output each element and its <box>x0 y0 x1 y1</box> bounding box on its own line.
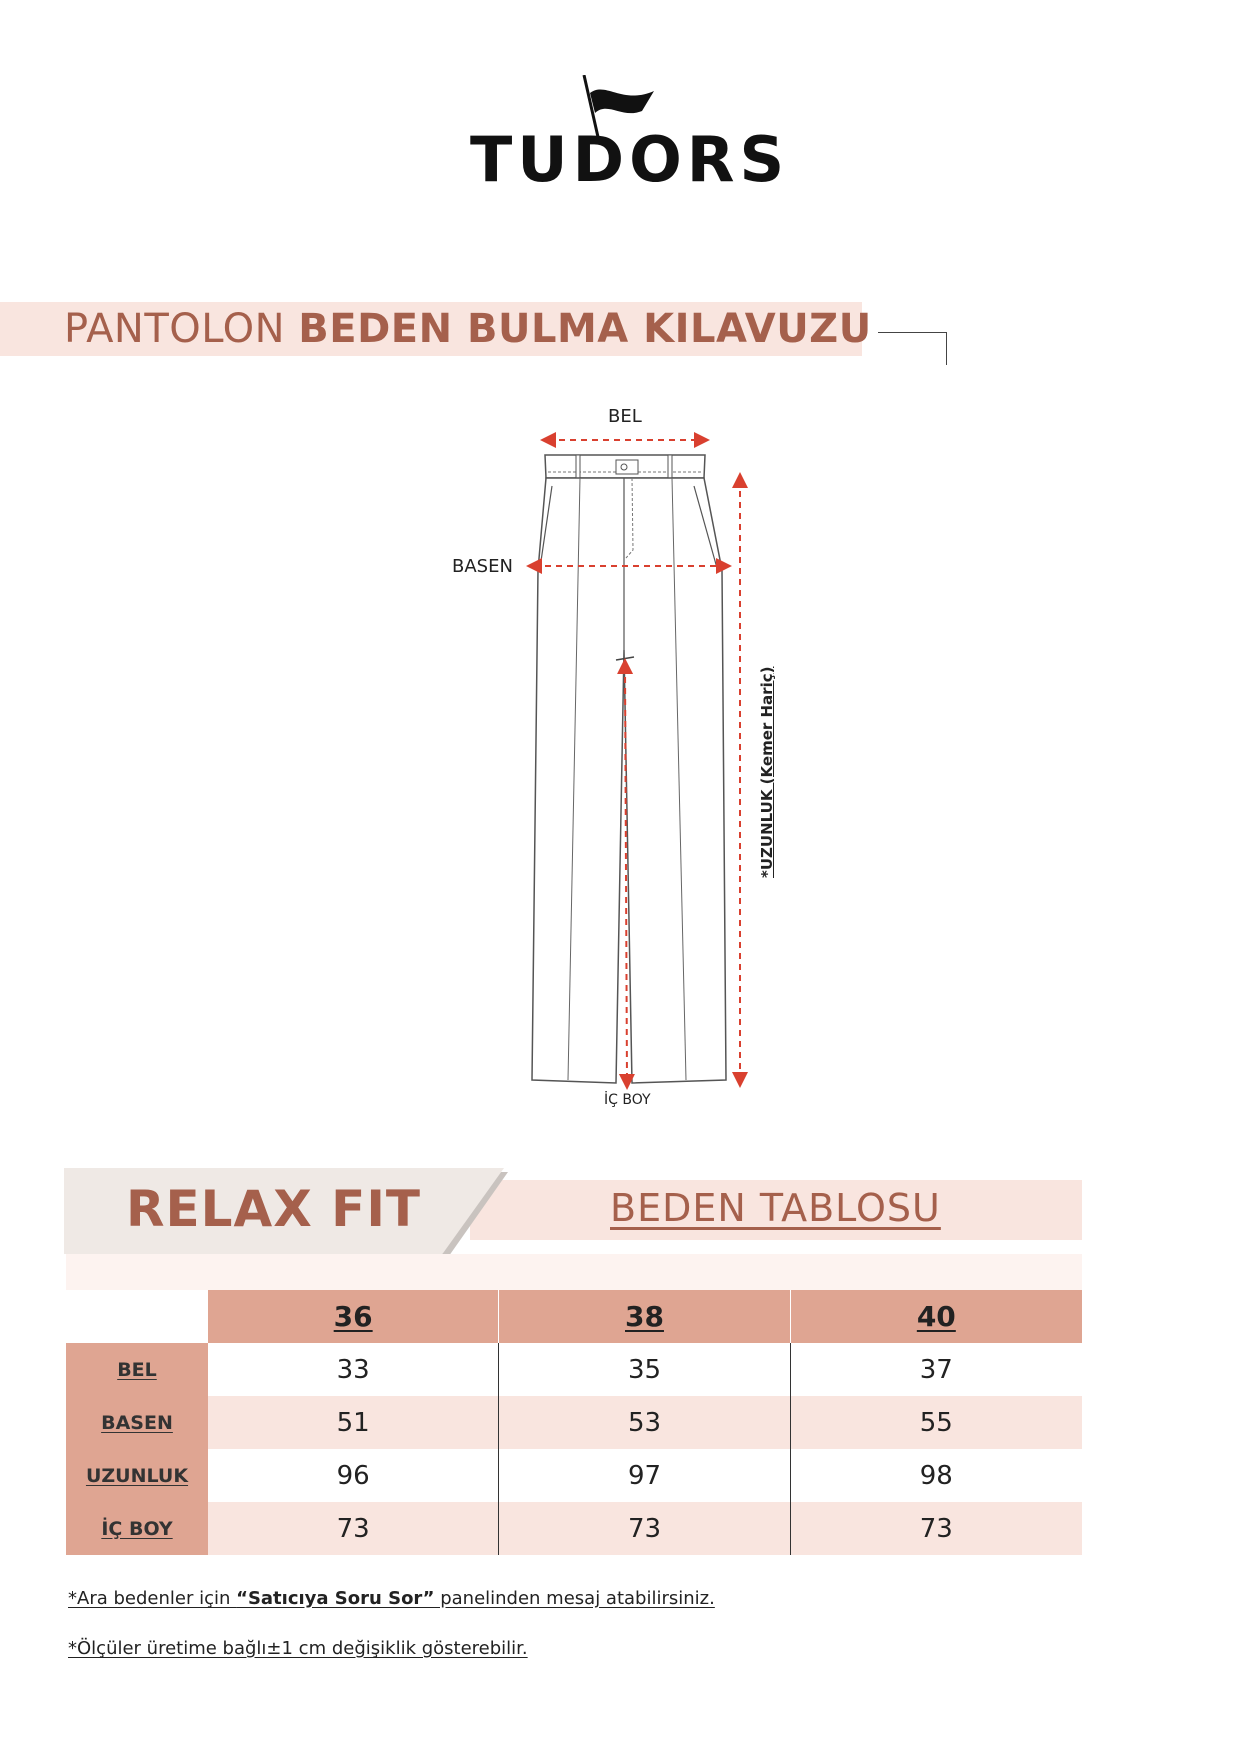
note-intermediate-sizes <box>68 1588 715 1609</box>
table-cell: 73 <box>499 1502 790 1555</box>
title-banner <box>0 302 872 356</box>
table-cell: 97 <box>499 1449 790 1502</box>
size-header: 36 <box>208 1290 499 1343</box>
table-title: BEDEN TABLOSU <box>610 1186 941 1230</box>
row-label: BEL <box>66 1343 208 1396</box>
brand-name: TUDORS <box>470 123 790 196</box>
fit-name: RELAX FIT <box>126 1180 422 1238</box>
size-table <box>66 1254 1082 1554</box>
table-cell: 96 <box>208 1449 499 1502</box>
table-cell: 53 <box>499 1396 790 1449</box>
note-tolerance: *Ölçüler üretime bağlı±1 cm değişiklik gösterebilir. <box>68 1638 528 1659</box>
label-basen: BASEN <box>452 556 513 577</box>
table-row <box>66 1343 1082 1396</box>
table-cell: 37 <box>791 1343 1082 1396</box>
row-label: BASEN <box>66 1396 208 1449</box>
page-title <box>64 306 872 352</box>
table-row <box>66 1502 1082 1555</box>
brand-logo <box>470 75 790 205</box>
label-bel: BEL <box>608 406 642 427</box>
table-corner <box>66 1290 208 1343</box>
title-corner-line <box>878 332 947 365</box>
row-label: UZUNLUK <box>66 1449 208 1502</box>
title-bold: BEDEN BULMA KILAVUZU <box>298 306 872 352</box>
note1-bold: “Satıcıya Soru Sor” <box>236 1588 435 1609</box>
row-label: İÇ BOY <box>66 1502 208 1555</box>
table-cell: 98 <box>791 1449 1082 1502</box>
size-header: 40 <box>791 1290 1082 1343</box>
note1-post: panelinden mesaj atabilirsiniz. <box>434 1588 715 1609</box>
title-normal: PANTOLON <box>64 306 299 352</box>
label-ic-boy: İÇ BOY <box>604 1092 651 1108</box>
label-uzunluk: *UZUNLUK (Kemer Hariç) <box>758 666 776 878</box>
trouser-illustration <box>440 400 800 1130</box>
table-cell: 33 <box>208 1343 499 1396</box>
table-cell: 73 <box>791 1502 1082 1555</box>
table-row <box>66 1449 1082 1502</box>
table-row <box>66 1396 1082 1449</box>
trouser-diagram <box>440 400 800 1130</box>
note1-pre: *Ara bedenler için <box>68 1588 237 1609</box>
table-cell: 55 <box>791 1396 1082 1449</box>
table-top-band <box>66 1254 1082 1290</box>
table-header-row <box>66 1290 1082 1343</box>
size-header: 38 <box>499 1290 790 1343</box>
table-cell: 51 <box>208 1396 499 1449</box>
table-cell: 73 <box>208 1502 499 1555</box>
table-cell: 35 <box>499 1343 790 1396</box>
